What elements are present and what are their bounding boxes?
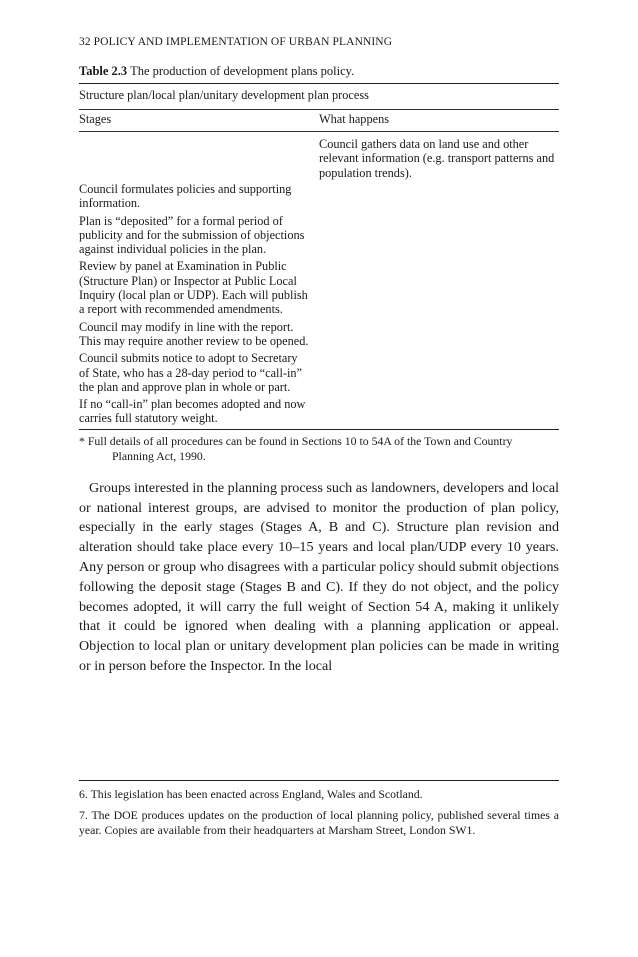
body-text (79, 479, 559, 677)
table-process-title: Structure plan/local plan/unitary development plan process (79, 88, 369, 102)
what-happens-cell: Council gathers data on land use and other relevant information (e.g. transport patterns and population trends). (319, 137, 555, 180)
table-note-line1: * Full details of all procedures can be found in Sections 10 to 54A of the Town and Country (79, 433, 513, 448)
stage-item: Council may modify in line with the report. This may require another review to be opened. (79, 319, 309, 348)
footnotes (79, 780, 559, 839)
table-note (79, 430, 559, 464)
footnote-7: 7. The DOE produces updates on the production of local planning policy, published several times a year. Copies are available from their headquarters at Marsham Street, London SW1. (79, 808, 559, 838)
column-header-stages: Stages (79, 112, 112, 126)
table-caption (79, 64, 559, 83)
table-caption-text: The production of development plans policy. (127, 64, 355, 78)
table-header-row (79, 110, 559, 131)
running-head: 32 POLICY AND IMPLEMENTATION OF URBAN PLANNING (79, 36, 393, 48)
table-note-line2: Planning Act, 1990. (112, 448, 206, 463)
table-label: Table 2.3 (79, 64, 128, 78)
footnote-rule (79, 780, 559, 781)
stage-item: Council formulates policies and supporting information. (79, 182, 292, 211)
table-body (79, 132, 559, 426)
body-paragraph: Groups interested in the planning process such as landowners, developers and local or national interest groups, are advised to monitor the production of plan policy, especially in the early stages (Stages A, B and C). Structure plan revision and alteration should take place every 10–15 years and local plan/UDP every 10 years. Any person or group who disagrees with a particular policy should submit objections following the deposit stage (Stages B and C). If they do not object, and the policy becomes adopted, it will carry the full weight of Section 54 A, making it unlikely that it could be ignored when dealing with a planning application or appeal. Objection to local plan or unitary development plan policies can be made in writing or in person before the Inspector. In the local (79, 479, 559, 674)
stage-item: Plan is “deposited” for a formal period of publicity and for the submission of objections against individual policies in the plan. (79, 213, 305, 257)
stage-item: Council submits notice to adopt to Secretary of State, who has a 28-day period to “call-in” the plan and approve plan in whole or part. (79, 351, 302, 394)
stage-item: If no “call-in” plan becomes adopted and now carries full statutory weight. (79, 397, 306, 426)
footnote-6: 6. This legislation has been enacted across England, Wales and Scotland. (79, 787, 423, 801)
column-header-what-happens: What happens (319, 112, 389, 126)
page-content (79, 36, 559, 677)
stage-item: Review by panel at Examination in Public (Structure Plan) or Inspector at Public Local Inquiry (local plan or UDP). Each will publish a report with recommended amendments. (79, 259, 308, 317)
stages-list (79, 132, 309, 426)
